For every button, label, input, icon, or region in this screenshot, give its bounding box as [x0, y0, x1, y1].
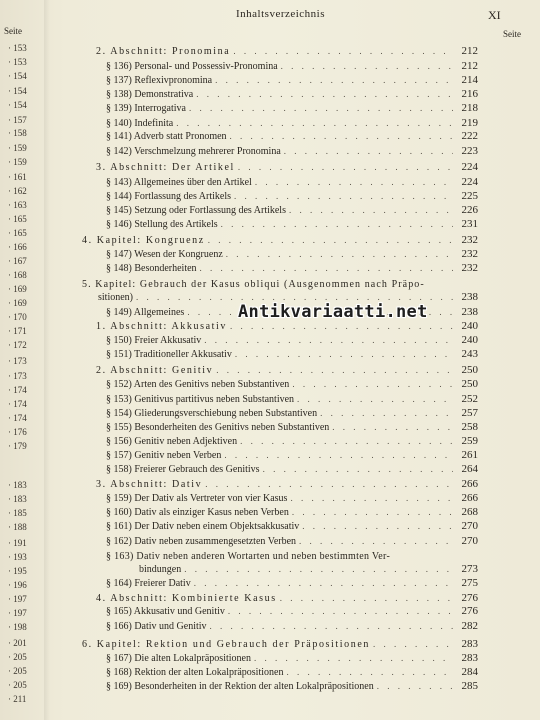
toc-page-number: 261	[461, 449, 478, 461]
toc-page-number: 219	[461, 117, 478, 129]
toc-entry-text: § 167) Die alten Lokalpräpositionen	[106, 653, 251, 664]
dot-leader	[292, 378, 453, 391]
left-page-number: · 153	[8, 43, 27, 53]
left-page-number: · 162	[8, 186, 27, 196]
left-page-number: · 170	[8, 312, 27, 322]
toc-page-number: 264	[461, 463, 478, 475]
toc-entry-text: bindungen	[139, 564, 182, 575]
left-page-number: · 159	[8, 143, 27, 153]
dot-leader	[238, 161, 453, 174]
left-page-number: · 201	[8, 638, 27, 648]
toc-page-number: 218	[461, 102, 478, 114]
toc-paragraph-entry	[106, 204, 478, 217]
dot-leader	[286, 666, 453, 679]
toc-section-entry	[96, 592, 478, 605]
toc-paragraph-entry	[106, 463, 478, 476]
toc-paragraph-entry	[106, 535, 478, 548]
toc-paragraph-entry	[106, 102, 478, 115]
toc-page-number: 250	[461, 364, 478, 376]
dot-leader	[332, 421, 453, 434]
left-page-number: · 198	[8, 622, 27, 632]
toc-paragraph-entry	[106, 421, 478, 434]
toc-entry-text: 2. Abschnitt: Genitiv	[96, 365, 214, 376]
dot-leader	[184, 563, 453, 576]
toc-entry-text: § 159) Der Dativ als Vertreter von vier Kasus	[106, 493, 288, 504]
dot-leader	[228, 605, 453, 618]
left-page-number: · 191	[8, 538, 27, 548]
toc-entry-text: § 144) Fortlassung des Artikels	[106, 191, 231, 202]
toc-entry-text: § 165) Akkusativ und Genitiv	[106, 606, 225, 617]
left-page-number: · 188	[8, 522, 27, 532]
toc-entry-text: § 138) Demonstrativa	[106, 89, 194, 100]
toc-entry-text: § 154) Gliederungsverschiebung neben Substantiven	[106, 408, 318, 419]
toc-entry-text: § 136) Personal- und Possessiv-Pronomina	[106, 61, 278, 72]
toc-paragraph-entry	[106, 334, 478, 347]
right-seite-label: Seite	[503, 29, 521, 39]
left-page-number: · 183	[8, 480, 27, 490]
left-page-number: · 163	[8, 200, 27, 210]
toc-chapter-entry: 5. Kapitel: Gebrauch der Kasus obliqui (Ausgenommen nach Präpo-	[82, 279, 425, 290]
toc-paragraph-entry	[106, 506, 478, 519]
toc-paragraph-entry	[106, 435, 478, 448]
toc-entry-text: § 145) Setzung oder Fortlassung des Artikels	[106, 205, 286, 216]
toc-page-number: 259	[461, 435, 478, 447]
left-page-number: · 185	[8, 508, 27, 518]
left-page-number: · 157	[8, 115, 27, 125]
toc-paragraph-entry	[106, 492, 478, 505]
toc-entry-text: sitionen)	[98, 292, 133, 303]
left-page-number: · 174	[8, 399, 27, 409]
toc-page-number: 250	[461, 378, 478, 390]
dot-leader	[210, 620, 453, 633]
left-page-number: · 179	[8, 441, 27, 451]
toc-page-number: 276	[461, 592, 478, 604]
left-page-number: · 169	[8, 298, 27, 308]
toc-page-number: 232	[461, 248, 478, 260]
toc-paragraph-entry	[106, 393, 478, 406]
toc-entry-text: § 162) Dativ neben zusammengesetzten Verben	[106, 536, 297, 547]
toc-page-number: 226	[461, 204, 478, 216]
toc-page-number: 240	[461, 334, 478, 346]
toc-paragraph-entry	[106, 218, 478, 231]
toc-continuation-line	[139, 563, 478, 576]
toc-page-number: 270	[461, 520, 478, 532]
toc-entry-text: § 137) Reflexivpronomina	[106, 75, 213, 86]
toc-entry-text: § 141) Adverb statt Pronomen	[106, 131, 227, 142]
left-page-number: · 197	[8, 608, 27, 618]
dot-leader	[234, 190, 453, 203]
toc-page-number: 284	[461, 666, 478, 678]
toc-page-number: 266	[461, 478, 478, 490]
left-page-number: · 168	[8, 270, 27, 280]
left-page-number: · 174	[8, 385, 27, 395]
toc-page-number: 283	[461, 638, 478, 650]
left-page-number: · 195	[8, 566, 27, 576]
dot-leader	[289, 204, 453, 217]
toc-paragraph-entry	[106, 605, 478, 618]
toc-chapter-entry	[82, 638, 478, 651]
left-page-number: · 197	[8, 594, 27, 604]
toc-page-number: 252	[461, 393, 478, 405]
toc-page-number: 275	[461, 577, 478, 589]
left-page-number: · 159	[8, 157, 27, 167]
dot-leader	[281, 60, 453, 73]
left-page-number: · 173	[8, 356, 27, 366]
toc-entry-text: § 168) Rektion der alten Lokalpräpositionen	[106, 667, 284, 678]
left-page-number: · 158	[8, 128, 27, 138]
left-page-number: · 161	[8, 172, 27, 182]
left-page-number: · 154	[8, 100, 27, 110]
toc-entry-text: § 161) Der Dativ neben einem Objektsakkusativ	[106, 521, 300, 532]
dot-leader	[194, 577, 453, 590]
left-page-number: · 154	[8, 86, 27, 96]
toc-entry-text: § 155) Besonderheiten des Genitivs neben Substantiven	[106, 422, 330, 433]
toc-entry-text: 1. Abschnitt: Akkusativ	[96, 321, 227, 332]
dot-leader	[302, 520, 453, 533]
left-page-number: · 154	[8, 71, 27, 81]
toc-paragraph-entry	[106, 190, 478, 203]
toc-paragraph-entry	[106, 666, 478, 679]
toc-entry-text: § 149) Allgemeines	[106, 307, 185, 318]
left-page-number: · 167	[8, 256, 27, 266]
dot-leader	[189, 102, 453, 115]
toc-paragraph-entry	[106, 680, 478, 693]
left-page-number: · 171	[8, 326, 27, 336]
toc-entry-text: § 151) Traditioneller Akkusativ	[106, 349, 232, 360]
toc-page-number: 212	[461, 60, 478, 72]
toc-page-number: 238	[461, 291, 478, 303]
toc-paragraph-entry	[106, 117, 478, 130]
toc-entry-text: § 150) Freier Akkusativ	[106, 335, 202, 346]
toc-entry-text: § 169) Besonderheiten in der Rektion der alten Lokalpräpositionen	[106, 681, 374, 692]
dot-leader	[233, 45, 453, 58]
dot-leader	[263, 463, 453, 476]
toc-page-number: 266	[461, 492, 478, 504]
left-page-number: · 183	[8, 494, 27, 504]
toc-section-entry	[96, 161, 478, 174]
left-page-number: · 173	[8, 371, 27, 381]
left-seite-label: Seite	[4, 26, 22, 36]
toc-page-number: 276	[461, 605, 478, 617]
dot-leader	[221, 218, 453, 231]
toc-paragraph-entry	[106, 176, 478, 189]
toc-entry-text: § 152) Arten des Genitivs neben Substantiven	[106, 379, 290, 390]
dot-leader	[292, 506, 453, 519]
toc-page-number: 214	[461, 74, 478, 86]
watermark: Antikvariaatti.net	[238, 302, 428, 322]
toc-entry-text: 4. Abschnitt: Kombinierte Kasus	[96, 593, 277, 604]
toc-paragraph-entry	[106, 378, 478, 391]
toc-entry-text: § 143) Allgemeines über den Artikel	[106, 177, 252, 188]
left-page-number: · 172	[8, 340, 27, 350]
toc-paragraph-entry	[106, 407, 478, 420]
toc-entry-text: § 146) Stellung des Artikels	[106, 219, 218, 230]
left-page-number: · 196	[8, 580, 27, 590]
toc-paragraph-entry	[106, 620, 478, 633]
toc-entry-text: § 140) Indefinita	[106, 118, 174, 129]
dot-leader	[320, 407, 453, 420]
left-page-number: · 165	[8, 228, 27, 238]
toc-entry-text: § 157) Genitiv neben Verben	[106, 450, 222, 461]
toc-paragraph-entry	[106, 88, 478, 101]
toc-section-entry	[96, 478, 478, 491]
toc-page-number: 238	[461, 306, 478, 318]
toc-paragraph-entry	[106, 652, 478, 665]
toc-section-entry	[96, 45, 478, 58]
toc-entry-text: § 166) Dativ und Genitiv	[106, 621, 207, 632]
toc-page-number: 225	[461, 190, 478, 202]
toc-paragraph-entry	[106, 520, 478, 533]
toc-paragraph-entry	[106, 577, 478, 590]
toc-entry-text: § 160) Dativ als einziger Kasus neben Verben	[106, 507, 289, 518]
dot-leader	[200, 262, 453, 275]
dot-leader	[284, 145, 453, 158]
toc-entry-text: § 156) Genitiv neben Adjektiven	[106, 436, 238, 447]
dot-leader	[230, 130, 453, 143]
dot-leader	[226, 248, 453, 261]
dot-leader	[290, 492, 453, 505]
left-page-number: · 211	[8, 694, 26, 704]
toc-paragraph-entry	[106, 145, 478, 158]
toc-entry-text: 2. Abschnitt: Pronomina	[96, 46, 231, 57]
toc-paragraph-entry	[106, 60, 478, 73]
toc-entry-text: 4. Kapitel: Kongruenz	[82, 235, 205, 246]
toc-page-number: 231	[461, 218, 478, 230]
toc-entry-text: § 148) Besonderheiten	[106, 263, 197, 274]
dot-leader	[235, 348, 453, 361]
toc-page-number: 222	[461, 130, 478, 142]
toc-entry-text: § 147) Wesen der Kongruenz	[106, 249, 223, 260]
dot-leader	[208, 234, 453, 247]
left-page-number: · 166	[8, 242, 27, 252]
dot-leader	[280, 592, 453, 605]
left-page-number: · 165	[8, 214, 27, 224]
toc-page-number: 285	[461, 680, 478, 692]
toc-entry-text: 3. Abschnitt: Der Artikel	[96, 162, 235, 173]
toc-chapter-entry	[82, 234, 478, 247]
toc-page-number: 240	[461, 320, 478, 332]
dot-leader	[224, 449, 453, 462]
toc-entry-text: 3. Abschnitt: Dativ	[96, 479, 203, 490]
left-page-number: · 176	[8, 427, 27, 437]
dot-leader	[204, 334, 453, 347]
toc-paragraph-entry	[106, 248, 478, 261]
toc-entry-text: § 139) Interrogativa	[106, 103, 186, 114]
toc-page-number: 224	[461, 176, 478, 188]
dot-leader	[240, 435, 453, 448]
toc-page-number: 270	[461, 535, 478, 547]
toc-entry-text: § 153) Genitivus partitivus neben Substantiven	[106, 394, 295, 405]
toc-section-entry	[96, 364, 478, 377]
left-page-number: · 205	[8, 666, 27, 676]
toc-page-number: 243	[461, 348, 478, 360]
toc-page-number: 257	[461, 407, 478, 419]
toc-paragraph-entry	[106, 348, 478, 361]
left-page-number: · 174	[8, 413, 27, 423]
toc-entry-text: § 164) Freierer Dativ	[106, 578, 191, 589]
toc-page-number: 216	[461, 88, 478, 100]
left-page-number: · 205	[8, 680, 27, 690]
dot-leader	[196, 88, 453, 101]
dot-leader	[299, 535, 453, 548]
dot-leader	[216, 364, 453, 377]
toc-paragraph-entry	[106, 130, 478, 143]
toc-page-number: 232	[461, 262, 478, 274]
toc-page-number: 212	[461, 45, 478, 57]
toc-page-number: 283	[461, 652, 478, 664]
dot-leader	[373, 638, 453, 651]
toc-page-number: 258	[461, 421, 478, 433]
dot-leader	[215, 74, 453, 87]
left-page-number: · 193	[8, 552, 27, 562]
toc-entry-text: § 142) Verschmelzung mehrerer Pronomina	[106, 146, 281, 157]
toc-page-number: 282	[461, 620, 478, 632]
toc-entry-text: 6. Kapitel: Rektion und Gebrauch der Präpositionen	[82, 639, 371, 650]
toc-paragraph-entry	[106, 262, 478, 275]
toc-page-number: 224	[461, 161, 478, 173]
dot-leader	[297, 393, 453, 406]
dot-leader	[377, 680, 453, 693]
toc-page-number: 268	[461, 506, 478, 518]
dot-leader	[176, 117, 453, 130]
dot-leader	[254, 652, 453, 665]
left-page-number: · 205	[8, 652, 27, 662]
toc-page-number: 223	[461, 145, 478, 157]
toc-paragraph-entry	[106, 449, 478, 462]
running-header-page-number: XI	[488, 8, 501, 22]
toc-page-number: 232	[461, 234, 478, 246]
dot-leader	[205, 478, 453, 491]
toc-page-number: 273	[461, 563, 478, 575]
toc-paragraph-entry	[106, 74, 478, 87]
running-header-title: Inhaltsverzeichnis	[236, 8, 326, 20]
dot-leader	[255, 176, 453, 189]
toc-paragraph-entry: § 163) Dativ neben anderen Wortarten und neben bestimmten Ver-	[106, 551, 391, 562]
toc-entry-text: § 158) Freierer Gebrauch des Genitivs	[106, 464, 260, 475]
left-page-number: · 169	[8, 284, 27, 294]
left-page-number: · 153	[8, 57, 27, 67]
